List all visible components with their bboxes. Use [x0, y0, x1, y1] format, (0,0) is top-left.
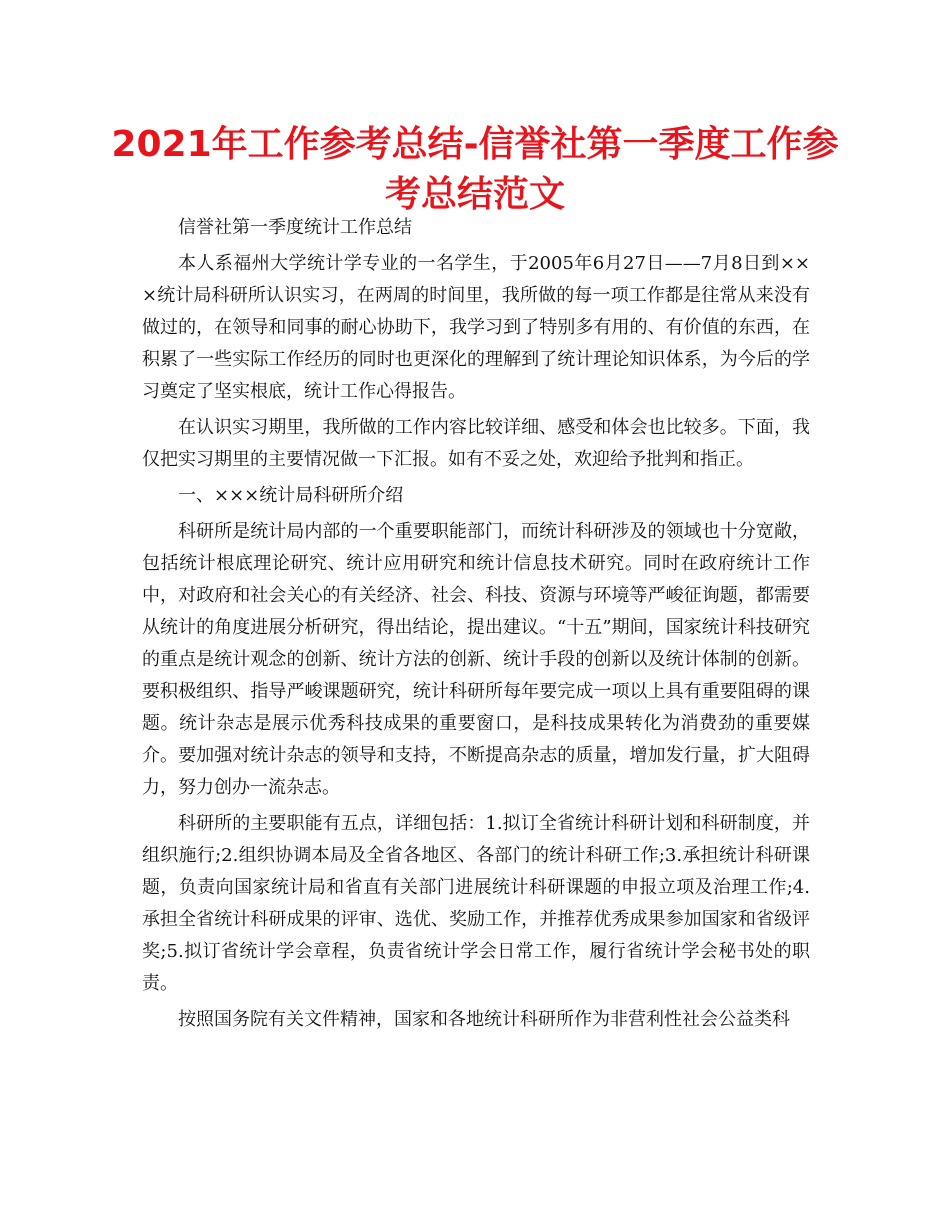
section-heading: 一、×××统计局科研所介绍 — [178, 485, 404, 506]
body-paragraph: 本人系福州大学统计学专业的一名学生，于2005年6月27日——7月8日到×××统计局科研所认识实习，在两周的时间里，我所做的每一项工作都是往常从来没有做过的，在领导和同事的耐心协助下，我学习到了特别多有用的、有价值的东西，在积累了一些实际工作经历的同时也更深化的理解到了统计理论知识体系，为今后的学习奠定了坚实根底，统计工作心得报告。 — [142, 253, 810, 402]
body-paragraph: 科研所是统计局内部的一个重要职能部门，而统计科研涉及的领域也十分宽敞，包括统计根底理论研究、统计应用研究和统计信息技术研究。同时在政府统计工作中，对政府和社会关心的有关经济、社会、科技、资源与环境等严峻征询题，都需要从统计的角度进展分析研究，得出结论，提出建议。“十五”期间，国家统计科技研究的重点是统计观念的创新、统计方法的创新、统计手段的创新以及统计体制的创新。要积极组织、指导严峻课题研究，统计科研所每年要完成一项以上具有重要阻碍的课题。统计杂志是展示优秀科技成果的重要窗口，是科技成果转化为消费劲的重要媒介。要加强对统计杂志的领导和支持，不断提高杂志的质量，增加发行量，扩大阻碍力，努力创办一流杂志。 — [142, 521, 810, 798]
body-paragraph: 在认识实习期里，我所做的工作内容比较详细、感受和体会也比较多。下面，我仅把实习期里的主要情况做一下汇报。如有不妥之处，欢迎给予批判和指正。 — [142, 417, 810, 470]
body-paragraph: 按照国务院有关文件精神，国家和各地统计科研所作为非营利性社会公益类科 — [178, 1009, 790, 1030]
section-subtitle: 信誉社第一季度统计工作总结 — [178, 217, 412, 238]
document-title: 2021年工作参考总结-信誉社第一季度工作参考总结范文 — [111, 124, 839, 215]
body-paragraph: 科研所的主要职能有五点，详细包括：1.拟订全省统计科研计划和科研制度，并组织施行;2.组织协调本局及全省各地区、各部门的统计科研工作;3.承担统计科研课题，负责向国家统计局和省直有关部门进展统计科研课题的申报立项及治理工作;4.承担全省统计科研成果的评审、选优、奖励工作，并推荐优秀成果参加国家和省级评奖;5.拟订省统计学会章程，负责省统计学会日常工作，履行省统计学会秘书处的职责。 — [142, 813, 810, 994]
document-body — [142, 212, 810, 1040]
